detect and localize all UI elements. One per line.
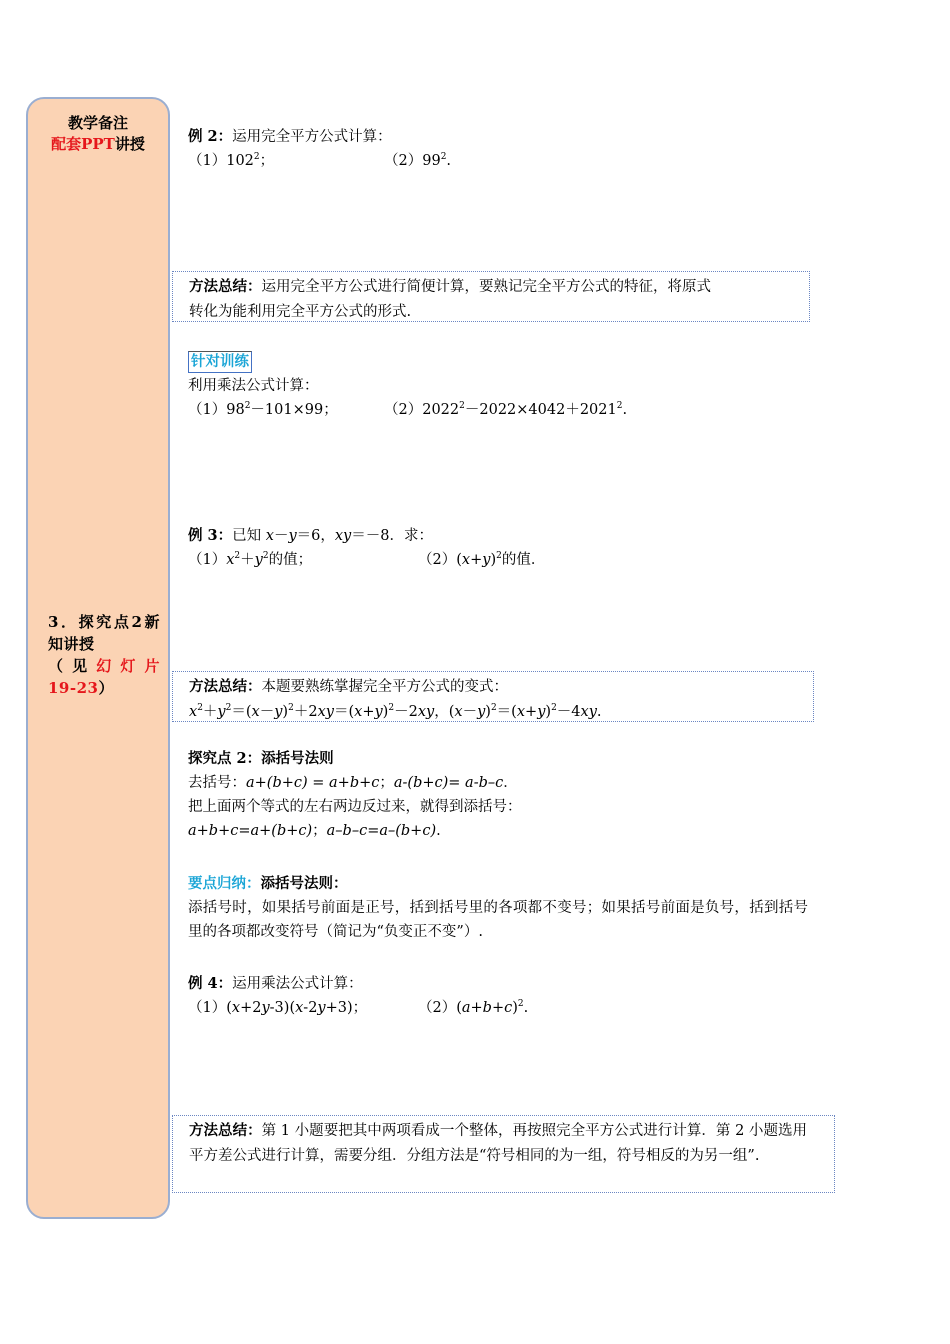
key-point-summary: 要点归纳：添括号法则： 添括号时，如果括号前面是正号，括到括号里的各项都不变号；如果括号前面是负号，括到括号里的各项都改变符号（简记为“负变正不变”）. — [188, 875, 808, 940]
training-label: 针对训练 — [188, 351, 252, 373]
example-2: 例 2：运用完全平方公式计算： $(1)102^2$； $(2)99^2$. — [188, 128, 452, 169]
exploration-point-2: 探究点 2：添括号法则 去括号：a+(b+c) = a+b+c；a-(b+c)= a-b–c． 把上面两个等式的左右两边反过来，就得到添括号： a+b+c=a+(b+c)；a–b–c=a–(b+c). — [188, 750, 522, 839]
example-4: 例 4：运用乘法公式计算： （1）(x+2y-3)(x-2y+3)； $(2)(a+b+c)^2$. — [188, 975, 529, 1016]
method-summary-1: 方法总结：运用完全平方公式进行简便计算，要熟记完全平方公式的特征，将原式 转化为能利用完全平方公式的形式. — [172, 271, 810, 322]
targeted-training: 针对训练 利用乘法公式计算： $(1)98^2-101\times 99$； $(2)2022^2-2022\times 4042+2021^2$. — [188, 353, 628, 418]
example-3: 例 3：已知 x－y＝6，xy＝－8．求： $(1)x^2+y^2$的值； $(2)(x+y)^2$的值． — [188, 527, 546, 568]
method-summary-3: 方法总结：第 1 小题要把其中两项看成一个整体，再按照完全平方公式进行计算．第 2 小题选用平方差公式进行计算，需要分组．分组方法是“符号相同的为一组，符号相反的为另一组”. — [172, 1115, 835, 1193]
sidebar-title: 教学备注 — [67, 114, 128, 132]
sidebar-step-note: 3．探究点2新 知讲授 （见幻灯片 19-23） — [48, 613, 160, 697]
method-summary-2: 方法总结：本题要熟练掌握完全平方公式的变式： $x^2+y^2=(x-y)^2+2xy=(x+y)^2-2xy$，$(x-y)^2=(x+y)^2-4xy$. — [172, 671, 814, 722]
teaching-notes-sidebar — [26, 97, 170, 1219]
key-point-label: 要点归纳： — [188, 875, 261, 892]
sidebar-subtitle: 配套PPT讲授 — [51, 135, 145, 153]
